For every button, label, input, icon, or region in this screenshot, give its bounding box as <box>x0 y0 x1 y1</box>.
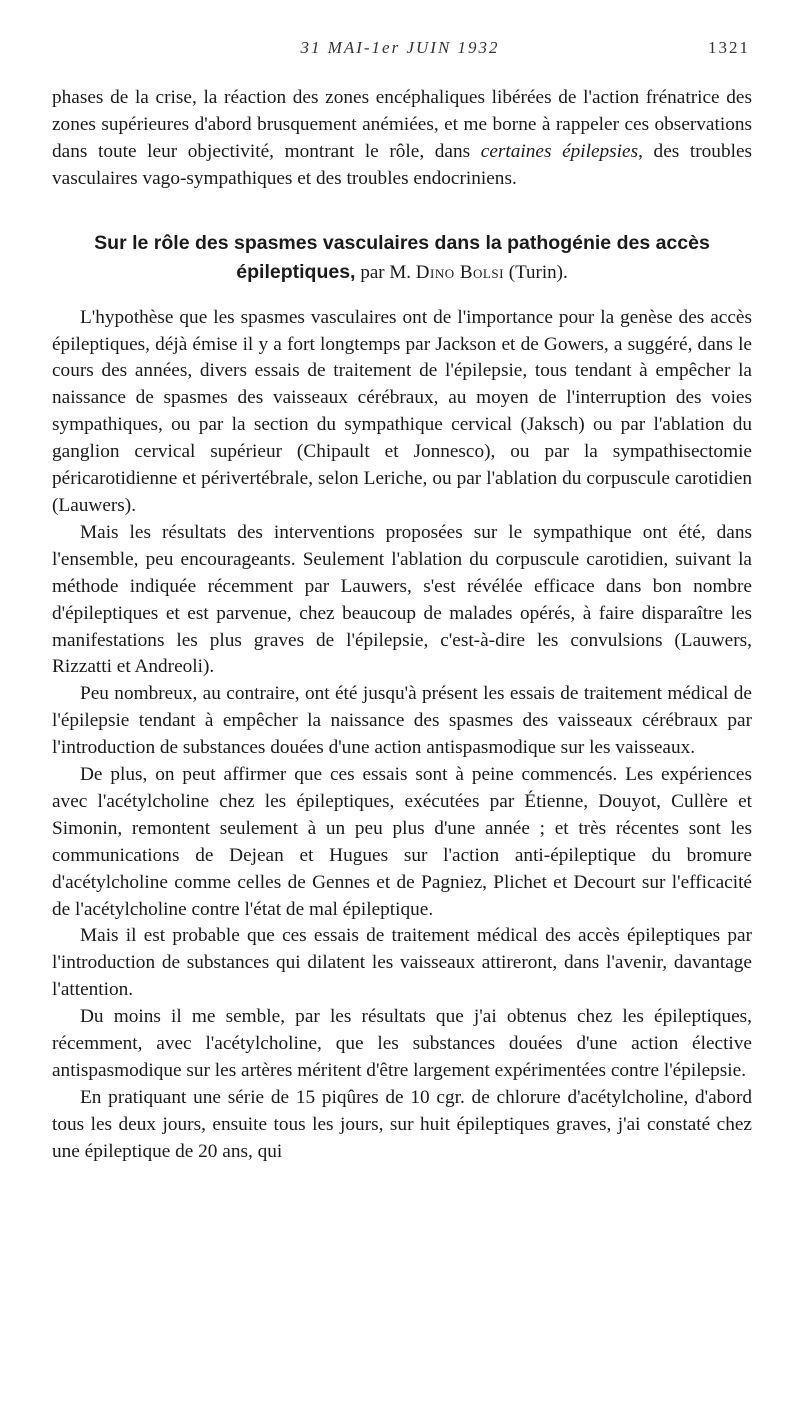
paragraph-4: De plus, on peut affirmer que ces essais sont à peine commencés. Les expériences avec l'acétylcholine chez les épileptiques, exécutées par Étienne, Douyot, Cullère et Simonin, remontent seulement à un peu plus d'une année ; et très récentes sont les communications de Dejean et Hugues sur l'action anti-épileptique du bromure d'acétylcholine comme celles de Gennes et de Pagniez, Plichet et Decourt sur l'efficacité de l'acétylcholine contre l'état de mal épileptique. <box>52 764 752 920</box>
article-title: Sur le rôle des spasmes vasculaires dans la pathogénie des accès épileptiques, <box>94 231 710 283</box>
running-title: 31 MAI-1er JUIN 1932 <box>300 38 500 57</box>
page-number: 1321 <box>708 38 750 57</box>
paragraph-2: Mais les résultats des interventions proposées sur le sympathique ont été, dans l'ensemble, peu encourageants. Seulement l'ablation du corpuscule carotidien, suivant la méthode indiquée récemment par Lauwers, s'est révélée efficace dans bon nombre d'épileptiques et est parvenue, chez beaucoup de malades opérés, à faire disparaître les manifestations les plus graves de l'épilepsie, c'est-à-dire les convulsions (Lauwers, Rizzatti et Andreoli). <box>52 521 752 678</box>
intro-italic-phrase: certaines épilepsies <box>480 140 639 162</box>
paragraph-6: Du moins il me semble, par les résultats que j'ai obtenus chez les épileptiques, récemment, avec l'acétylcholine, que les substances douées d'une action élective antispasmodique sur les artères méritent d'être largement expérimentées contre l'épilepsie. <box>52 1006 752 1081</box>
article-byline: par M. <box>360 261 411 283</box>
paragraph-3: Peu nombreux, au contraire, ont été jusqu'à présent les essais de traitement médical de l'épilepsie tendant à empêcher la naissance des spasmes des vaisseaux cérébraux par l'introduction de substances douées d'une action antispasmodique sur les vaisseaux. <box>52 683 752 759</box>
article-city: (Turin). <box>508 261 568 283</box>
intro-paragraph: phases de la crise, la réaction des zones encéphaliques libérées de l'action frénatrice des zones supérieures d'abord brusquement anémiées, et me borne à rappeler ces observations dans toute leur objectivité, montrant le rôle, dans certaines épilepsies, des troubles vasculaires vago-sympathiques et des troubles endocriniens. <box>52 87 753 189</box>
article-heading <box>52 229 752 287</box>
paragraph-1: L'hypothèse que les spasmes vasculaires ont de l'importance pour la genèse des accès épileptiques, déjà émise il y a fort longtemps par Jackson et de Gowers, a suggéré, dans le cours des années, divers essais de traitement de l'épilepsie, tous tendant à empêcher la naissance de spasmes des vaisseaux cérébraux, au moyen de l'interruption des voies sympathiques, ou par la section du sympathique cervical (Jaksch) ou par l'ablation du ganglion cervical supérieur (Chipault et Jonnesco), ou par la sympathisectomie péricarotidienne et périvertébrale, selon Leriche, ou par l'ablation du corpuscule carotidien (Lauwers). <box>52 306 752 516</box>
paragraph-5: Mais il est probable que ces essais de traitement médical des accès épileptiques par l'introduction de substances qui dilatent les vaisseaux attireront, dans l'avenir, davantage l'attention. <box>52 925 752 1001</box>
running-head <box>50 38 750 62</box>
paragraph-7: En pratiquant une série de 15 piqûres de 10 cgr. de chlorure d'acétylcholine, d'abord tous les deux jours, ensuite tous les jours, sur huit épileptiques graves, j'ai constaté chez une épileptique de 20 ans, qui <box>52 1086 752 1162</box>
article-body <box>52 85 752 1166</box>
article-author: Dino Bolsi <box>415 261 504 283</box>
